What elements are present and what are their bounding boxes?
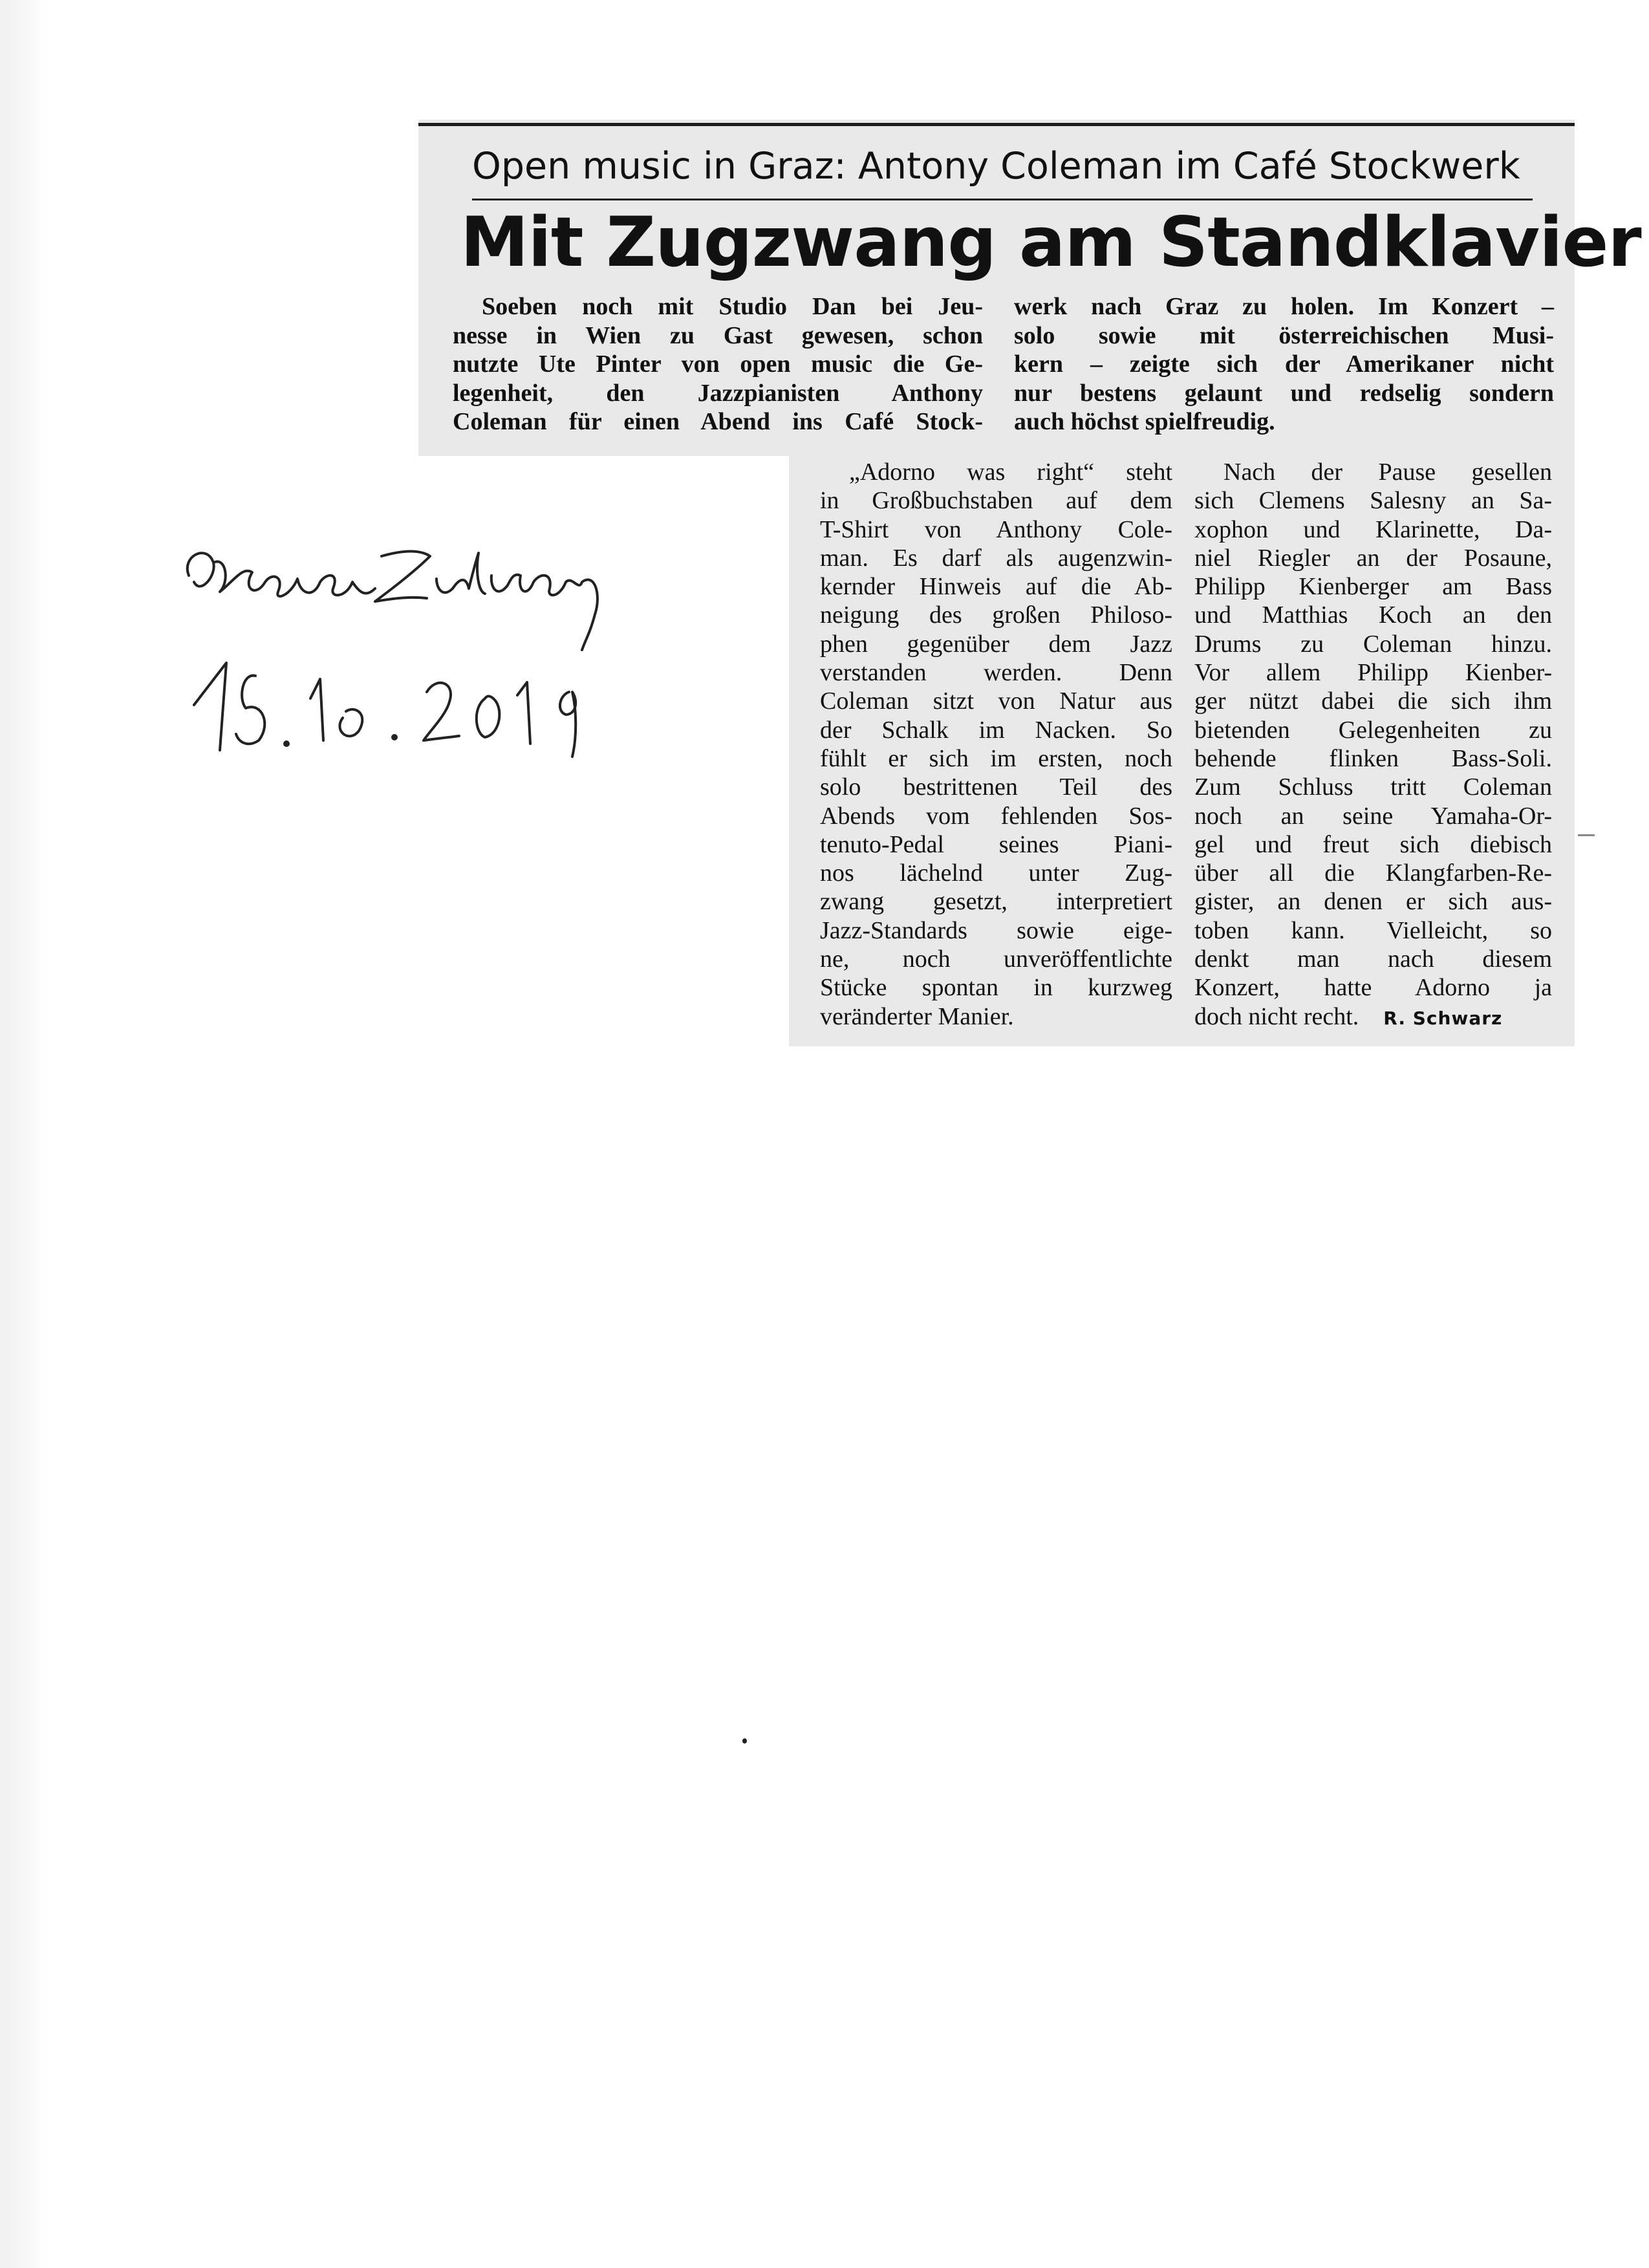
text-line: kernder Hinweis auf die Ab- <box>820 573 1172 601</box>
text-line: „Adorno was right“ steht <box>849 459 1172 486</box>
text-line: nutzte Ute Pinter von open music die Ge- <box>453 351 983 378</box>
text-line: nur bestens gelaunt und redselig sondern <box>1014 379 1554 407</box>
text-line: man. Es darf als augenzwin- <box>820 544 1172 572</box>
text-line-with-author <box>1194 1002 1552 1033</box>
article-headline: Mit Zugzwang am Standklavier <box>460 202 1641 282</box>
text-line: Nach der Pause gesellen <box>1223 459 1552 486</box>
text-line: werk nach Graz zu holen. Im Konzert – <box>1014 293 1554 320</box>
text-line: behende flinken Bass-Soli. <box>1194 744 1552 772</box>
text-line: fühlt er sich im ersten, noch <box>820 744 1172 772</box>
text-line: T-Shirt von Anthony Cole- <box>820 515 1172 543</box>
lead-column-right <box>1014 292 1554 437</box>
text-line: solo bestrittenen Teil des <box>820 773 1172 801</box>
text-line: bietenden Gelegenheiten zu <box>1194 716 1552 744</box>
text-line: noch an seine Yamaha-Or- <box>1194 802 1552 830</box>
text-line: der Schalk im Nacken. So <box>820 716 1172 744</box>
text-line: Vor allem Philipp Kienber- <box>1194 659 1552 687</box>
text-line: legenheit, den Jazzpianisten Anthony <box>453 379 983 407</box>
newspaper-clipping <box>0 0 1649 1061</box>
text-line: ger nützt dabei die sich ihm <box>1194 687 1552 715</box>
text-line: Philipp Kienberger am Bass <box>1194 573 1552 601</box>
text-line: Zum Schluss tritt Coleman <box>1194 773 1552 801</box>
text-line: und Matthias Koch an den <box>1194 601 1552 629</box>
text-line: verstanden werden. Denn <box>820 659 1172 687</box>
handwritten-annotation <box>181 537 673 783</box>
lead-column-left <box>453 292 983 437</box>
text-line: in Großbuchstaben auf dem <box>820 487 1172 515</box>
text-line: sich Clemens Salesny an Sa- <box>1194 487 1552 515</box>
text-line: über all die Klangfarben-Re- <box>1194 859 1552 887</box>
text-line: nesse in Wien zu Gast gewesen, schon <box>453 321 983 349</box>
scan-mark <box>1578 834 1595 836</box>
text-line: Drums zu Coleman hinzu. <box>1194 630 1552 658</box>
text-line: zwang gesetzt, interpretiert <box>820 888 1172 916</box>
text-line: solo sowie mit österreichischen Musi- <box>1014 321 1554 349</box>
author-byline: R. Schwarz <box>1383 1007 1503 1029</box>
text-line: xophon und Klarinette, Da- <box>1194 515 1552 543</box>
text-line: Abends vom fehlenden Sos- <box>820 802 1172 830</box>
text-line: gel und freut sich diebisch <box>1194 830 1552 858</box>
text-line: Soeben noch mit Studio Dan bei Jeu- <box>482 293 983 320</box>
text-line: kern – zeigte sich der Amerikaner nicht <box>1014 351 1554 378</box>
kicker-rule <box>472 199 1533 200</box>
text-line: denkt man nach diesem <box>1194 945 1552 973</box>
text-line: neigung des großen Philoso- <box>820 601 1172 629</box>
text-line: Coleman für einen Abend ins Café Stock- <box>453 408 983 435</box>
body-column-right <box>1194 458 1552 1033</box>
text-line: gister, an denen er sich aus- <box>1194 888 1552 916</box>
text-line: phen gegenüber dem Jazz <box>820 630 1172 658</box>
text-line: Coleman sitzt von Natur aus <box>820 687 1172 715</box>
scan-speck <box>742 1738 747 1744</box>
text-line: niel Riegler an der Posaune, <box>1194 544 1552 572</box>
text-line: Jazz-Standards sowie eige- <box>820 916 1172 944</box>
text-line: toben kann. Vielleicht, so <box>1194 916 1552 944</box>
text-line: Konzert, hatte Adorno ja <box>1194 974 1552 1002</box>
text-line: veränderter Manier. <box>820 1002 1014 1030</box>
text-line: ne, noch unveröffentlichte <box>820 945 1172 973</box>
text-line: nos lächelnd unter Zug- <box>820 859 1172 887</box>
top-rule <box>418 123 1575 126</box>
text-line: auch höchst spielfreudig. <box>1014 408 1275 435</box>
text-line: Stücke spontan in kurzweg <box>820 974 1172 1002</box>
text-line: tenuto-Pedal seines Piani- <box>820 830 1172 858</box>
article-kicker: Open music in Graz: Antony Coleman im Café Stockwerk <box>472 145 1520 188</box>
text-line: doch nicht recht. <box>1194 1002 1359 1030</box>
body-column-left <box>820 458 1172 1031</box>
